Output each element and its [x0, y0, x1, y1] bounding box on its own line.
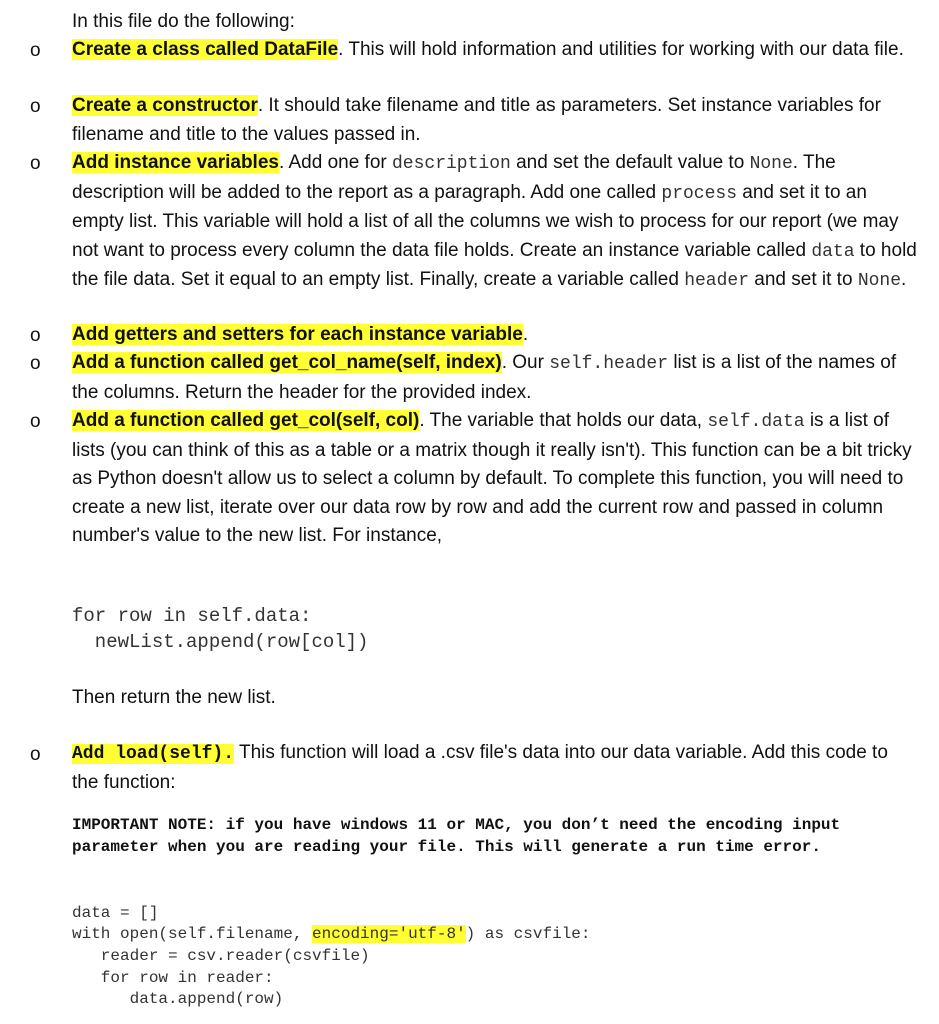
inline-code: None: [749, 154, 793, 174]
code-line: for row in reader:: [72, 969, 274, 987]
item-text: .: [901, 269, 907, 291]
code-line: data.append(row): [72, 990, 284, 1008]
bullet-marker: o: [30, 40, 41, 61]
instruction-item: [72, 149, 917, 296]
important-note: IMPORTANT NOTE: if you have windows 11 or MAC, you don’t need the encoding input parameter when you are reading your file. This will generate a run time error.: [72, 816, 841, 856]
bullet-marker: o: [30, 353, 41, 374]
item-text: This function will load a .csv file's data into our data variable. Add this code to the function:: [72, 742, 888, 793]
item-text: is a list of lists (you can think of this as a table or a matrix though it really isn't). This function can be a bit tricky as Python doesn't allow us to select a column by default. To complete this function, you will need to create a new list, iterate over our data row by row and add the current row and passed in column number's value to the new list. For instance,: [72, 410, 912, 547]
item-title: Add instance variables: [72, 152, 279, 173]
item-text: list is a list of the names of the columns. Return the header for the provided index.: [72, 352, 897, 403]
code-line: data = []: [72, 904, 159, 922]
item-text: . The description will be added to the report as a paragraph. Add one called: [72, 152, 836, 203]
instruction-item: [72, 349, 917, 407]
bullet-marker: o: [30, 411, 41, 432]
inline-code: data: [811, 241, 855, 262]
item-text: . It should take filename and title as parameters. Set instance variables for filename and title to the values passed in.: [72, 95, 881, 145]
highlighted-code: encoding='utf-8': [312, 925, 466, 943]
item-text: . Add one for: [278, 152, 392, 173]
item-title: Create a constructor: [72, 95, 258, 116]
instruction-item: [72, 92, 917, 149]
item-text: and set the default value to: [510, 152, 750, 173]
bullet-marker: o: [30, 744, 41, 765]
item-title: Add getters and setters for each instance variable: [72, 324, 523, 345]
code-line: for row in self.data:: [72, 605, 312, 627]
code-line: reader = csv.reader(csvfile): [72, 947, 370, 965]
then-return-text: Then return the new list.: [72, 687, 276, 708]
inline-code: process: [661, 183, 738, 204]
item-title: Create a class called DataFile: [72, 39, 339, 60]
bullet-marker: o: [30, 96, 41, 117]
instruction-item: [72, 321, 917, 350]
inline-code: self.data: [707, 412, 805, 432]
item-title: Add a function called get_col_name(self, index): [72, 352, 502, 373]
item-text: . This will hold information and utilities for working with our data file.: [338, 39, 904, 60]
inline-code: header: [684, 271, 750, 292]
item-text: to hold the file data. Set it equal to an empty list. Finally, create a variable called: [72, 239, 917, 291]
item-title: Add load(self).: [72, 744, 235, 764]
bullet-marker: o: [30, 325, 41, 346]
code-line: newList.append(row[col]): [72, 631, 369, 653]
instruction-item: [72, 36, 917, 65]
inline-code: None: [857, 271, 902, 292]
item-text: . Our: [501, 352, 550, 373]
code-segment: with open(self.filename,: [72, 925, 313, 943]
inline-code: description: [392, 154, 511, 174]
item-text: and set it to an empty list. This variable will hold a list of all the columns we wish to process for our report (we may not want to process every column the data file holds. Create an instance variable called: [72, 181, 899, 261]
inline-code: self.header: [549, 354, 669, 374]
item-title: Add a function called get_col(self, col): [72, 410, 420, 431]
code-line: [72, 924, 591, 946]
code-segment: ) as csvfile:: [465, 925, 591, 943]
item-text: .: [522, 324, 529, 345]
intro-text: In this file do the following:: [72, 11, 295, 32]
item-text: and set it to: [749, 269, 858, 291]
bullet-marker: o: [30, 153, 41, 174]
instruction-item: [72, 739, 917, 797]
instruction-item: [72, 407, 917, 551]
item-text: . The variable that holds our data,: [419, 410, 708, 431]
